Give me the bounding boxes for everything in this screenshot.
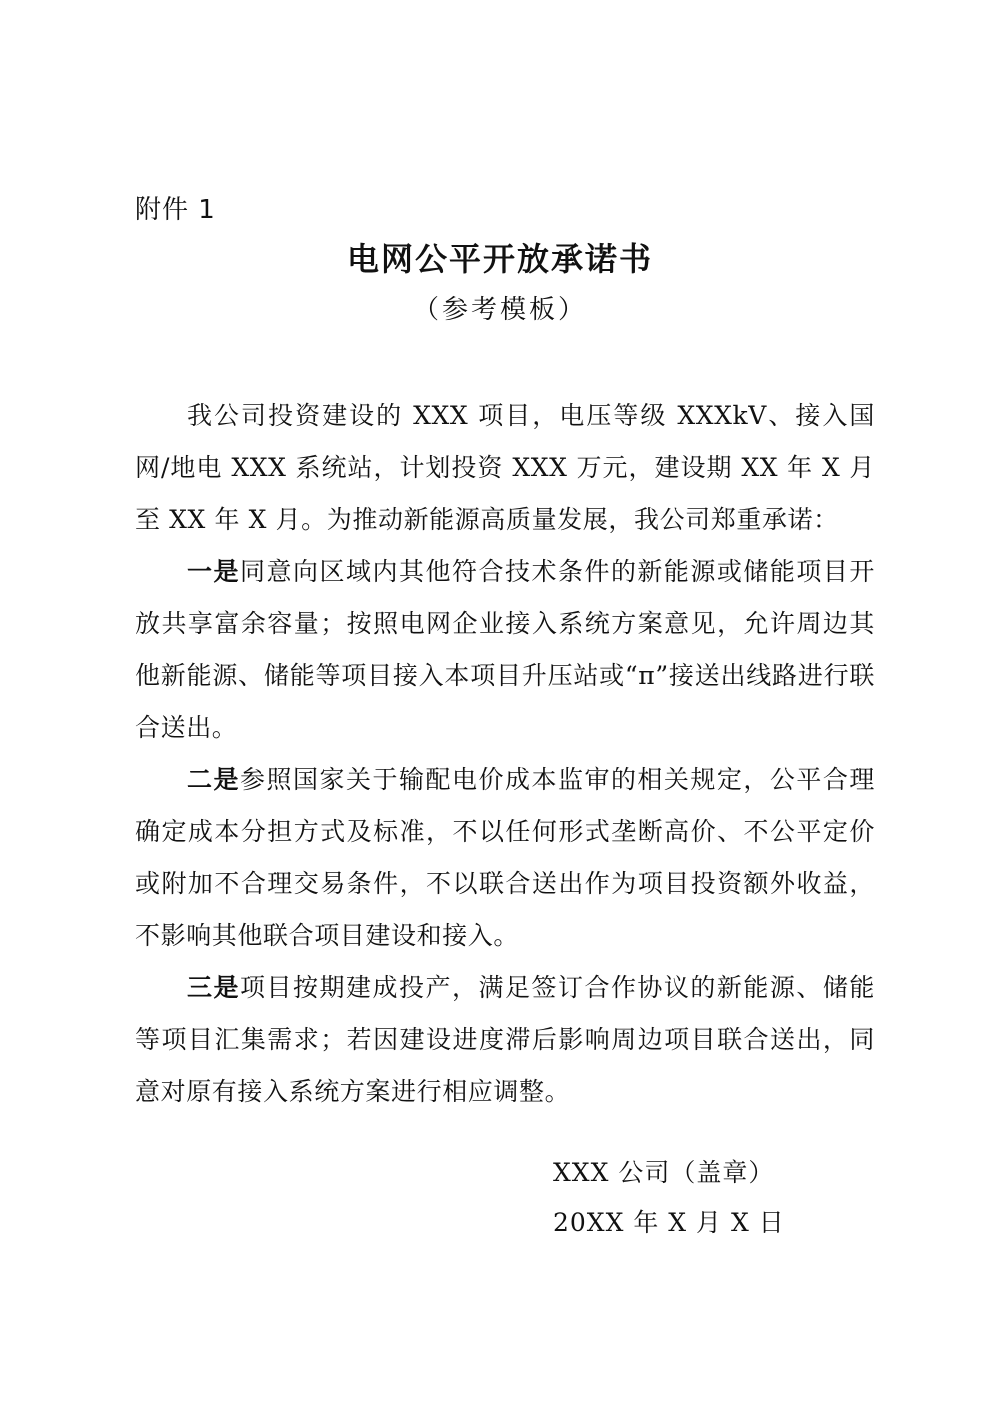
commitment-text-1: 同意向区域内其他符合技术条件的新能源或储能项目开放共享富余容量；按照电网企业接入系统方案意见，允许周边其他新能源、储能等项目接入本项目升压站或“π”接送出线路进行联合送出。 — [135, 557, 876, 742]
commitment-lead-1: 一是 — [187, 557, 240, 586]
signature-date: 20XX 年 X 月 X 日 — [553, 1208, 785, 1237]
signature-block — [553, 1148, 785, 1248]
commitment-lead-2: 二是 — [187, 765, 240, 794]
signature-company: XXX 公司（盖章） — [553, 1158, 775, 1187]
document-subtitle: （参考模板） — [412, 295, 587, 325]
commitment-paragraph-2 — [135, 754, 875, 962]
commitment-lead-3: 三是 — [187, 973, 240, 1002]
document-title: 电网公平开放承诺书 — [346, 240, 653, 278]
commitment-text-2: 参照国家关于输配电价成本监审的相关规定，公平合理确定成本分担方式及标准，不以任何形式垄断高价、不公平定价或附加不合理交易条件，不以联合送出作为项目投资额外收益，不影响其他联合项目建设和接入。 — [135, 765, 876, 950]
attachment-label: 附件 1 — [135, 195, 216, 225]
document-body — [135, 390, 875, 1118]
commitment-text-3: 项目按期建成投产，满足签订合作协议的新能源、储能等项目汇集需求；若因建设进度滞后影响周边项目联合送出，同意对原有接入系统方案进行相应调整。 — [135, 973, 876, 1106]
intro-paragraph: 我公司投资建设的 XXX 项目，电压等级 XXXkV、接入国网/地电 XXX 系统站，计划投资 XXX 万元，建设期 XX 年 X 月至 XX 年 X 月。为推动新能源高质量发展，我公司郑重承诺： — [135, 401, 875, 534]
commitment-paragraph-1 — [135, 546, 875, 754]
commitment-paragraph-3 — [135, 962, 875, 1118]
